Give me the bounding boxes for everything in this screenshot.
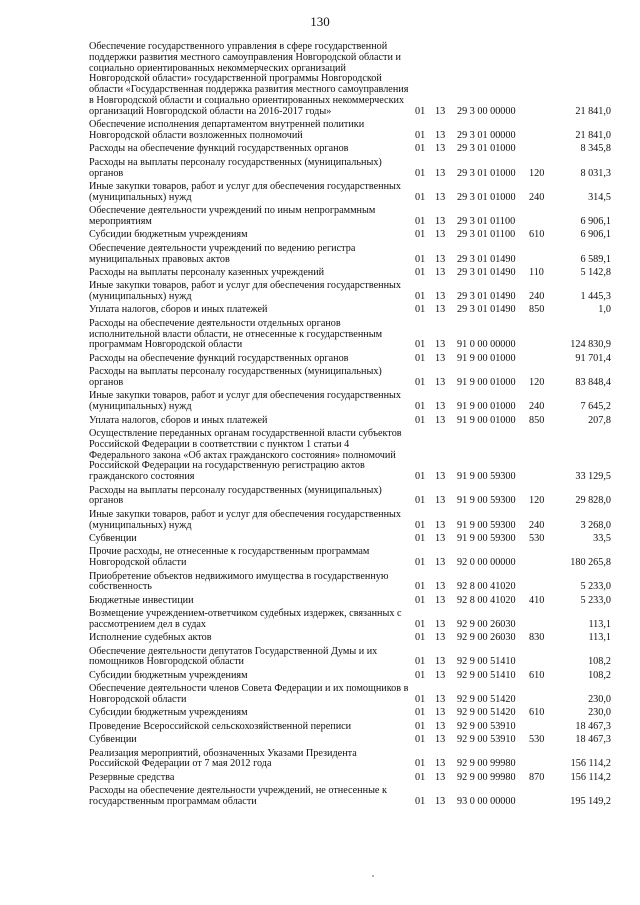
target-article-code: 92 9 00 26030 [457, 618, 516, 630]
budget-table [89, 42, 611, 810]
table-row [89, 609, 611, 633]
amount: 230,0 [588, 707, 611, 719]
target-article-code: 29 3 01 01490 [457, 266, 516, 278]
amount: 1 445,3 [580, 291, 611, 303]
amount: 6 589,1 [580, 253, 611, 265]
target-article-code: 91 9 00 01000 [457, 414, 516, 426]
expense-type-code: 870 [529, 771, 545, 783]
table-row [89, 735, 611, 748]
subsection-code: 13 [435, 352, 446, 364]
row-name: Субвенции [89, 734, 137, 746]
subsection-code: 13 [435, 339, 446, 351]
amount: 108,2 [588, 669, 611, 681]
section-code: 01 [415, 129, 426, 141]
table-row [89, 510, 611, 534]
expense-type-code: 850 [529, 414, 545, 426]
row-name: Субсидии бюджетным учреждениям [89, 707, 248, 719]
section-code: 01 [415, 656, 426, 668]
target-article-code: 91 9 00 01000 [457, 401, 516, 413]
expense-type-code [529, 572, 553, 596]
target-article-code: 29 3 01 01100 [457, 229, 516, 241]
amount: 8 345,8 [580, 143, 611, 155]
scan-speck [372, 875, 374, 877]
section-code: 01 [415, 414, 426, 426]
amount: 5 233,0 [580, 594, 611, 606]
subsection-code: 13 [435, 143, 446, 155]
subsection-code: 13 [435, 557, 446, 569]
row-name: Расходы на выплаты персоналу государственных (муниципальных) органов [89, 156, 382, 179]
expense-type-code: 850 [529, 304, 545, 316]
expense-type-code: 530 [529, 532, 545, 544]
expense-type-code: 240 [529, 401, 545, 413]
section-code: 01 [415, 796, 426, 807]
row-name: Иные закупки товаров, работ и услуг для обеспечения государственных (муниципальных) нужд [89, 180, 401, 203]
amount: 21 841,0 [575, 129, 611, 141]
amount: 3 268,0 [580, 519, 611, 531]
expense-type-code: 830 [529, 632, 545, 644]
amount: 29 828,0 [575, 495, 611, 507]
section-code: 01 [415, 339, 426, 351]
subsection-code: 13 [435, 734, 446, 746]
table-row [89, 281, 611, 305]
expense-type-code: 240 [529, 291, 545, 303]
table-row [89, 429, 611, 486]
expense-type-code [529, 429, 553, 486]
amount: 5 233,0 [580, 581, 611, 593]
subsection-code: 13 [435, 471, 446, 483]
subsection-code: 13 [435, 377, 446, 389]
row-name: Реализация мероприятий, обозначенных Указами Президента Российской Федерации от 7 мая 2012 года [89, 747, 357, 770]
row-name: Уплата налогов, сборов и иных платежей [89, 414, 268, 426]
amount: 113,1 [588, 632, 611, 644]
section-code: 01 [415, 215, 426, 227]
amount: 156 114,2 [570, 758, 611, 770]
row-name: Иные закупки товаров, работ и услуг для обеспечения государственных (муниципальных) нужд [89, 508, 401, 531]
target-article-code: 92 9 00 99980 [457, 758, 516, 770]
table-row [89, 391, 611, 415]
row-name: Обеспечение исполнения департаментом внутренней политики Новгородской области возложенных полномочий [89, 119, 365, 141]
subsection-code: 13 [435, 669, 446, 681]
row-name: Возмещение учреждением-ответчиком судебных издержек, связанных с рассмотрением дел в судах [89, 608, 402, 630]
target-article-code: 91 9 00 59300 [457, 495, 516, 507]
expense-type-code [529, 42, 553, 120]
section-code: 01 [415, 771, 426, 783]
row-name: Субсидии бюджетным учреждениям [89, 229, 248, 241]
table-row [89, 722, 611, 735]
subsection-code: 13 [435, 291, 446, 303]
expense-type-code [529, 547, 553, 571]
target-article-code: 29 3 01 01000 [457, 167, 516, 179]
section-code: 01 [415, 618, 426, 630]
subsection-code: 13 [435, 694, 446, 706]
page-number: 130 [310, 14, 330, 29]
expense-type-code [529, 120, 553, 144]
table-row [89, 547, 611, 571]
amount: 180 265,8 [570, 557, 611, 569]
table-row [89, 305, 611, 318]
section-code: 01 [415, 519, 426, 531]
amount: 91 701,4 [575, 352, 611, 364]
section-code: 01 [415, 532, 426, 544]
expense-type-code [529, 684, 553, 708]
target-article-code: 92 9 00 99980 [457, 771, 516, 783]
section-code: 01 [415, 291, 426, 303]
section-code: 01 [415, 632, 426, 644]
target-article-code: 29 3 01 01000 [457, 143, 516, 155]
amount: 7 645,2 [580, 401, 611, 413]
section-code: 01 [415, 105, 426, 117]
table-row [89, 230, 611, 243]
amount: 33 129,5 [575, 471, 611, 483]
table-row [89, 486, 611, 510]
expense-type-code: 610 [529, 229, 545, 241]
subsection-code: 13 [435, 594, 446, 606]
subsection-code: 13 [435, 720, 446, 732]
subsection-code: 13 [435, 253, 446, 265]
section-code: 01 [415, 758, 426, 770]
amount: 21 841,0 [575, 105, 611, 117]
table-row [89, 354, 611, 367]
budget-table-body [89, 42, 611, 810]
table-row [89, 120, 611, 144]
target-article-code: 92 9 00 51410 [457, 669, 516, 681]
subsection-code: 13 [435, 707, 446, 719]
subsection-code: 13 [435, 519, 446, 531]
row-name: Уплата налогов, сборов и иных платежей [89, 304, 268, 316]
expense-type-code: 410 [529, 594, 545, 606]
target-article-code: 91 9 00 01000 [457, 377, 516, 389]
section-code: 01 [415, 352, 426, 364]
section-code: 01 [415, 304, 426, 316]
amount: 6 906,1 [580, 215, 611, 227]
amount: 83 848,4 [575, 377, 611, 389]
row-name: Расходы на выплаты персоналу государственных (муниципальных) органов [89, 484, 382, 507]
row-name: Проведение Всероссийской сельскохозяйственной переписи [89, 720, 352, 732]
subsection-code: 13 [435, 266, 446, 278]
section-code: 01 [415, 377, 426, 389]
table-row [89, 684, 611, 708]
row-name: Расходы на обеспечение функций государственных органов [89, 143, 349, 155]
row-name: Иные закупки товаров, работ и услуг для обеспечения государственных (муниципальных) нужд [89, 390, 401, 413]
row-name: Обеспечение деятельности членов Совета Федерации и их помощников в Новгородской области [89, 683, 409, 706]
subsection-code: 13 [435, 656, 446, 668]
amount: 6 906,1 [580, 229, 611, 241]
amount: 1,0 [598, 304, 611, 316]
table-row [89, 708, 611, 721]
section-code: 01 [415, 495, 426, 507]
subsection-code: 13 [435, 215, 446, 227]
target-article-code: 29 3 01 00000 [457, 129, 516, 141]
target-article-code: 92 9 00 51410 [457, 656, 516, 668]
expense-type-code: 120 [529, 167, 545, 179]
row-name: Расходы на выплаты персоналу казенных учреждений [89, 266, 325, 278]
amount: 5 142,8 [580, 266, 611, 278]
table-row [89, 158, 611, 182]
amount: 156 114,2 [570, 771, 611, 783]
row-name: Субвенции [89, 532, 137, 544]
expense-type-code [529, 786, 553, 810]
expense-type-code [529, 354, 553, 367]
subsection-code: 13 [435, 581, 446, 593]
expense-type-code [529, 722, 553, 735]
section-code: 01 [415, 694, 426, 706]
table-row [89, 773, 611, 786]
expense-type-code: 240 [529, 519, 545, 531]
section-code: 01 [415, 229, 426, 241]
target-article-code: 92 9 00 53910 [457, 720, 516, 732]
subsection-code: 13 [435, 167, 446, 179]
subsection-code: 13 [435, 632, 446, 644]
table-row [89, 534, 611, 547]
target-article-code: 93 0 00 00000 [457, 796, 516, 807]
table-row [89, 416, 611, 429]
table-row [89, 42, 611, 120]
table-row [89, 268, 611, 281]
row-name: Исполнение судебных актов [89, 632, 212, 644]
row-name: Осуществление переданных органам государственной власти субъектов Российской Федерации в соответствии с пунктом 1 статьи 4 Федерального закона «Об актах гражданского состояния» полномочий Российской Федерации на государственную регистрацию актов гражданского состояния [89, 428, 402, 483]
subsection-code: 13 [435, 304, 446, 316]
row-name: Обеспечение деятельности учреждений по иным непрограммным мероприятиям [89, 205, 376, 227]
target-article-code: 92 0 00 00000 [457, 557, 516, 569]
expense-type-code [529, 749, 553, 773]
section-code: 01 [415, 191, 426, 203]
amount: 33,5 [593, 532, 611, 544]
subsection-code: 13 [435, 495, 446, 507]
row-name: Обеспечение деятельности учреждений по ведению регистра муниципальных правовых актов [89, 242, 356, 265]
expense-type-code: 610 [529, 707, 545, 719]
table-row [89, 319, 611, 354]
amount: 230,0 [588, 694, 611, 706]
row-name: Бюджетные инвестиции [89, 594, 194, 606]
row-name: Расходы на обеспечение функций государственных органов [89, 352, 349, 364]
section-code: 01 [415, 143, 426, 155]
section-code: 01 [415, 167, 426, 179]
amount: 124 830,9 [570, 339, 611, 351]
amount: 195 149,2 [570, 796, 611, 807]
table-row [89, 749, 611, 773]
subsection-code: 13 [435, 758, 446, 770]
amount: 18 467,3 [575, 720, 611, 732]
section-code: 01 [415, 581, 426, 593]
row-name: Обеспечение государственного управления в сфере государственной поддержки развития местного самоуправления Новгородской области и социально ориентированных некоммерческих организаций Новгородской области» государственной программы Новгородской области «Государственная поддержка развития местного самоуправления в Новгородской области и социально ориентированных некоммерческих организаций Новгородской области на 2016-2017 годы» [89, 41, 409, 117]
row-name: Расходы на выплаты персоналу государственных (муниципальных) органов [89, 366, 382, 389]
target-article-code: 91 9 00 01000 [457, 352, 516, 364]
section-code: 01 [415, 557, 426, 569]
table-row [89, 144, 611, 157]
amount: 8 031,3 [580, 167, 611, 179]
subsection-code: 13 [435, 796, 446, 807]
expense-type-code [529, 319, 553, 354]
subsection-code: 13 [435, 532, 446, 544]
expense-type-code [529, 206, 553, 230]
subsection-code: 13 [435, 618, 446, 630]
table-row [89, 367, 611, 391]
target-article-code: 92 9 00 51420 [457, 707, 516, 719]
target-article-code: 29 3 01 01490 [457, 253, 516, 265]
target-article-code: 29 3 00 00000 [457, 105, 516, 117]
target-article-code: 92 8 00 41020 [457, 594, 516, 606]
row-name: Расходы на обеспечение деятельности отдельных органов исполнительной власти области, не отнесенные к государственным программам Новгородской области [89, 317, 383, 351]
expense-type-code [529, 144, 553, 157]
subsection-code: 13 [435, 105, 446, 117]
target-article-code: 92 8 00 41020 [457, 581, 516, 593]
expense-type-code [529, 244, 553, 268]
target-article-code: 91 9 00 59300 [457, 519, 516, 531]
section-code: 01 [415, 471, 426, 483]
expense-type-code: 120 [529, 495, 545, 507]
expense-type-code: 120 [529, 377, 545, 389]
amount: 18 467,3 [575, 734, 611, 746]
target-article-code: 29 3 01 01100 [457, 215, 516, 227]
table-row [89, 572, 611, 596]
row-name: Обеспечение деятельности депутатов Государственной Думы и их помощников Новгородской области [89, 645, 378, 668]
section-code: 01 [415, 594, 426, 606]
section-code: 01 [415, 266, 426, 278]
table-row [89, 244, 611, 268]
table-row [89, 596, 611, 609]
target-article-code: 29 3 01 01000 [457, 191, 516, 203]
subsection-code: 13 [435, 401, 446, 413]
section-code: 01 [415, 720, 426, 732]
section-code: 01 [415, 707, 426, 719]
amount: 108,2 [588, 656, 611, 668]
subsection-code: 13 [435, 414, 446, 426]
target-article-code: 29 3 01 01490 [457, 304, 516, 316]
subsection-code: 13 [435, 191, 446, 203]
target-article-code: 91 9 00 59300 [457, 532, 516, 544]
expense-type-code [529, 609, 553, 633]
section-code: 01 [415, 253, 426, 265]
target-article-code: 91 9 00 59300 [457, 471, 516, 483]
table-row [89, 206, 611, 230]
table-row [89, 182, 611, 206]
row-name: Резервные средства [89, 771, 175, 783]
target-article-code: 29 3 01 01490 [457, 291, 516, 303]
table-row [89, 671, 611, 684]
amount: 314,5 [588, 191, 611, 203]
subsection-code: 13 [435, 771, 446, 783]
section-code: 01 [415, 734, 426, 746]
target-article-code: 91 0 00 00000 [457, 339, 516, 351]
expense-type-code: 530 [529, 734, 545, 746]
subsection-code: 13 [435, 229, 446, 241]
expense-type-code: 110 [529, 266, 544, 278]
expense-type-code: 240 [529, 191, 545, 203]
target-article-code: 92 9 00 51420 [457, 694, 516, 706]
expense-type-code: 610 [529, 669, 545, 681]
expense-type-code [529, 647, 553, 671]
table-row [89, 633, 611, 646]
section-code: 01 [415, 669, 426, 681]
target-article-code: 92 9 00 26030 [457, 632, 516, 644]
row-name: Субсидии бюджетным учреждениям [89, 669, 248, 681]
section-code: 01 [415, 401, 426, 413]
amount: 207,8 [588, 414, 611, 426]
row-name: Прочие расходы, не отнесенные к государственным программам Новгородской области [89, 546, 370, 569]
subsection-code: 13 [435, 129, 446, 141]
table-row [89, 786, 611, 810]
row-name: Иные закупки товаров, работ и услуг для обеспечения государственных (муниципальных) нужд [89, 280, 401, 303]
table-row [89, 647, 611, 671]
amount: 113,1 [588, 618, 611, 630]
row-name: Приобретение объектов недвижимого имущества в государственную собственность [89, 570, 389, 593]
row-name: Расходы на обеспечение деятельности учреждений, не отнесенные к государственным программам области [89, 785, 387, 807]
target-article-code: 92 9 00 53910 [457, 734, 516, 746]
